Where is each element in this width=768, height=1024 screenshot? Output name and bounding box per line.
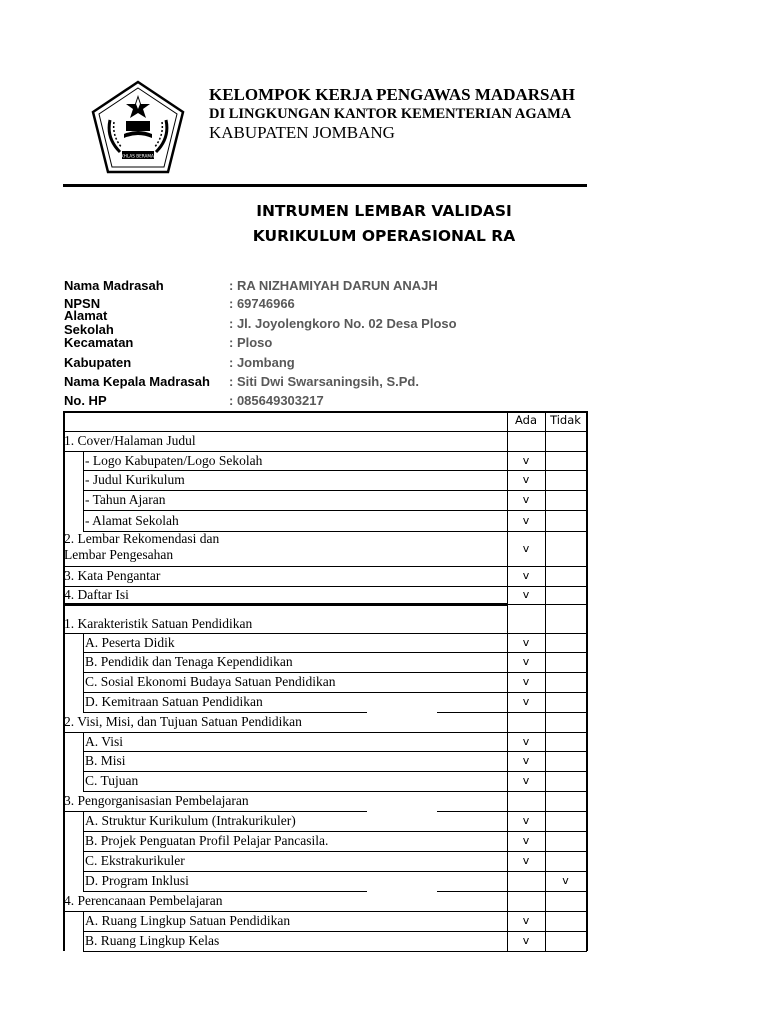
item-label: B. Pendidik dan Tenaga Kependidikan [85,654,293,669]
table-top-border [63,411,587,413]
table-right-border [586,411,588,951]
info-label-madrasah: Nama Madrasah [64,278,164,293]
item-label: 3. Pengorganisasian Pembelajaran [64,793,249,808]
item-label: A. Struktur Kurikulum (Intrakurikuler) [85,813,296,828]
col-tidak-border [545,411,546,951]
table-row [0,531,768,566]
indent-border [83,672,84,692]
col-header-ada: Ada [514,413,537,427]
item-label: 4. Daftar Isi [64,587,129,602]
table-row [0,911,768,931]
col-header-tidak: Tidak [550,413,581,427]
item-label: C. Ekstrakurikuler [85,853,185,868]
item-label: 1. Cover/Halaman Judul [64,433,196,448]
check-ada: v [522,493,530,506]
check-ada: v [522,854,530,867]
check-ada: v [522,754,530,767]
check-ada: v [522,588,530,601]
item-label: 2. Visi, Misi, dan Tujuan Satuan Pendidikan [64,714,302,729]
info-label-kecamatan: Kecamatan [64,335,134,350]
header-line1: KELOMPOK KERJA PENGAWAS MADARSAH [209,85,575,104]
item-label: - Tahun Ajaran [85,492,166,507]
check-ada: v [522,834,530,847]
table-row [0,431,768,451]
item-label: 3. Kata Pengantar [64,568,161,583]
table-row [0,871,768,891]
item-label: - Alamat Sekolah [85,513,179,528]
indent-border [83,692,84,712]
info-label-kabupaten: Kabupaten [64,355,132,370]
table-row [0,586,768,604]
table-left-border [63,411,65,951]
check-ada: v [522,914,530,927]
table-row [0,566,768,586]
item-label: D. Program Inklusi [85,873,189,888]
info-value-hp: : 085649303217 [229,393,324,408]
check-ada: v [522,542,530,555]
header-line3: KABUPATEN JOMBANG [209,123,395,142]
table-row [0,831,768,851]
check-ada: v [522,735,530,748]
check-ada: v [522,655,530,668]
table-row [0,851,768,871]
indent-border [83,931,84,951]
indent-border [83,490,84,510]
item-label: A. Peserta Didik [85,635,175,650]
info-value-kepala: : Siti Dwi Swarsaningsih, S.Pd. [229,374,419,389]
item-label: A. Visi [85,734,123,749]
table-row [0,604,768,633]
info-label-hp: No. HP [64,393,107,408]
check-ada: v [522,695,530,708]
table-row [0,490,768,510]
indent-border [83,732,84,751]
check-ada: v [522,636,530,649]
section-divider [63,603,507,606]
indent-border [83,633,84,652]
item-label: B. Ruang Lingkup Kelas [85,933,220,948]
indent-border [83,751,84,771]
item-label [64,531,219,563]
check-ada: v [522,454,530,467]
doc-title-1: INTRUMEN LEMBAR VALIDASI [256,202,512,220]
doc-title-2: KURIKULUM OPERASIONAL RA [252,227,516,245]
indent-border [83,470,84,490]
check-ada: v [522,934,530,947]
info-value-kabupaten: : Jombang [229,355,295,370]
info-value-madrasah: : RA NIZHAMIYAH DARUN ANAJH [229,278,438,293]
item-label: D. Kemitraan Satuan Pendidikan [85,694,263,709]
logo-motto: IKHLAS BERAMAL [119,153,157,159]
header-line2: DI LINGKUNGAN KANTOR KEMENTERIAN AGAMA [209,106,572,122]
item-label: C. Sosial Ekonomi Budaya Satuan Pendidikan [85,674,336,689]
item-label: - Logo Kabupaten/Logo Sekolah [85,453,263,468]
info-label-npsn: NPSN [64,296,101,311]
table-row [0,692,768,712]
table-border [83,951,587,952]
check-ada: v [522,814,530,827]
table-row [0,931,768,951]
check-ada: v [522,675,530,688]
table-row [0,652,768,672]
check-ada: v [522,473,530,486]
indent-border [83,851,84,871]
table-row [0,751,768,771]
indent-border [83,771,84,791]
item-label: B. Misi [85,753,126,768]
table-row [0,672,768,692]
info-label-kepala: Nama Kepala Madrasah [64,374,210,389]
table-row [0,811,768,831]
table-row [0,791,768,811]
check-ada: v [522,569,530,582]
item-label: A. Ruang Lingkup Satuan Pendidikan [85,913,291,928]
table-row [0,510,768,531]
table-row [0,891,768,911]
indent-border [83,451,84,470]
table-row [0,633,768,652]
item-label-line1: 2. Lembar Rekomendasi dan [64,531,220,546]
col-ada-border [507,411,508,951]
indent-border [83,652,84,672]
table-row [0,712,768,732]
item-label: - Judul Kurikulum [85,472,185,487]
check-tidak: v [562,874,569,887]
item-label: 1. Karakteristik Satuan Pendidikan [64,616,253,631]
info-value-alamat: : Jl. Joyolengkoro No. 02 Desa Ploso [229,316,457,331]
check-ada: v [522,774,530,787]
info-value-kecamatan: : Ploso [229,335,273,350]
table-row [0,771,768,791]
indent-border [83,831,84,851]
item-label: B. Projek Penguatan Profil Pelajar Pancasila. [85,833,329,848]
info-value-npsn: : 69746966 [229,296,295,311]
indent-border [83,811,84,831]
indent-border [83,911,84,931]
item-label: 4. Perencanaan Pembelajaran [64,893,223,908]
check-ada: v [522,514,530,527]
item-label-line2: Lembar Pengesahan [64,547,174,562]
indent-border [83,871,84,891]
indent-border [83,510,84,531]
info-label-alamat: Alamat Sekolah [64,309,114,335]
table-row [0,470,768,490]
table-row [0,451,768,470]
table-row [0,732,768,751]
item-label: C. Tujuan [85,773,139,788]
